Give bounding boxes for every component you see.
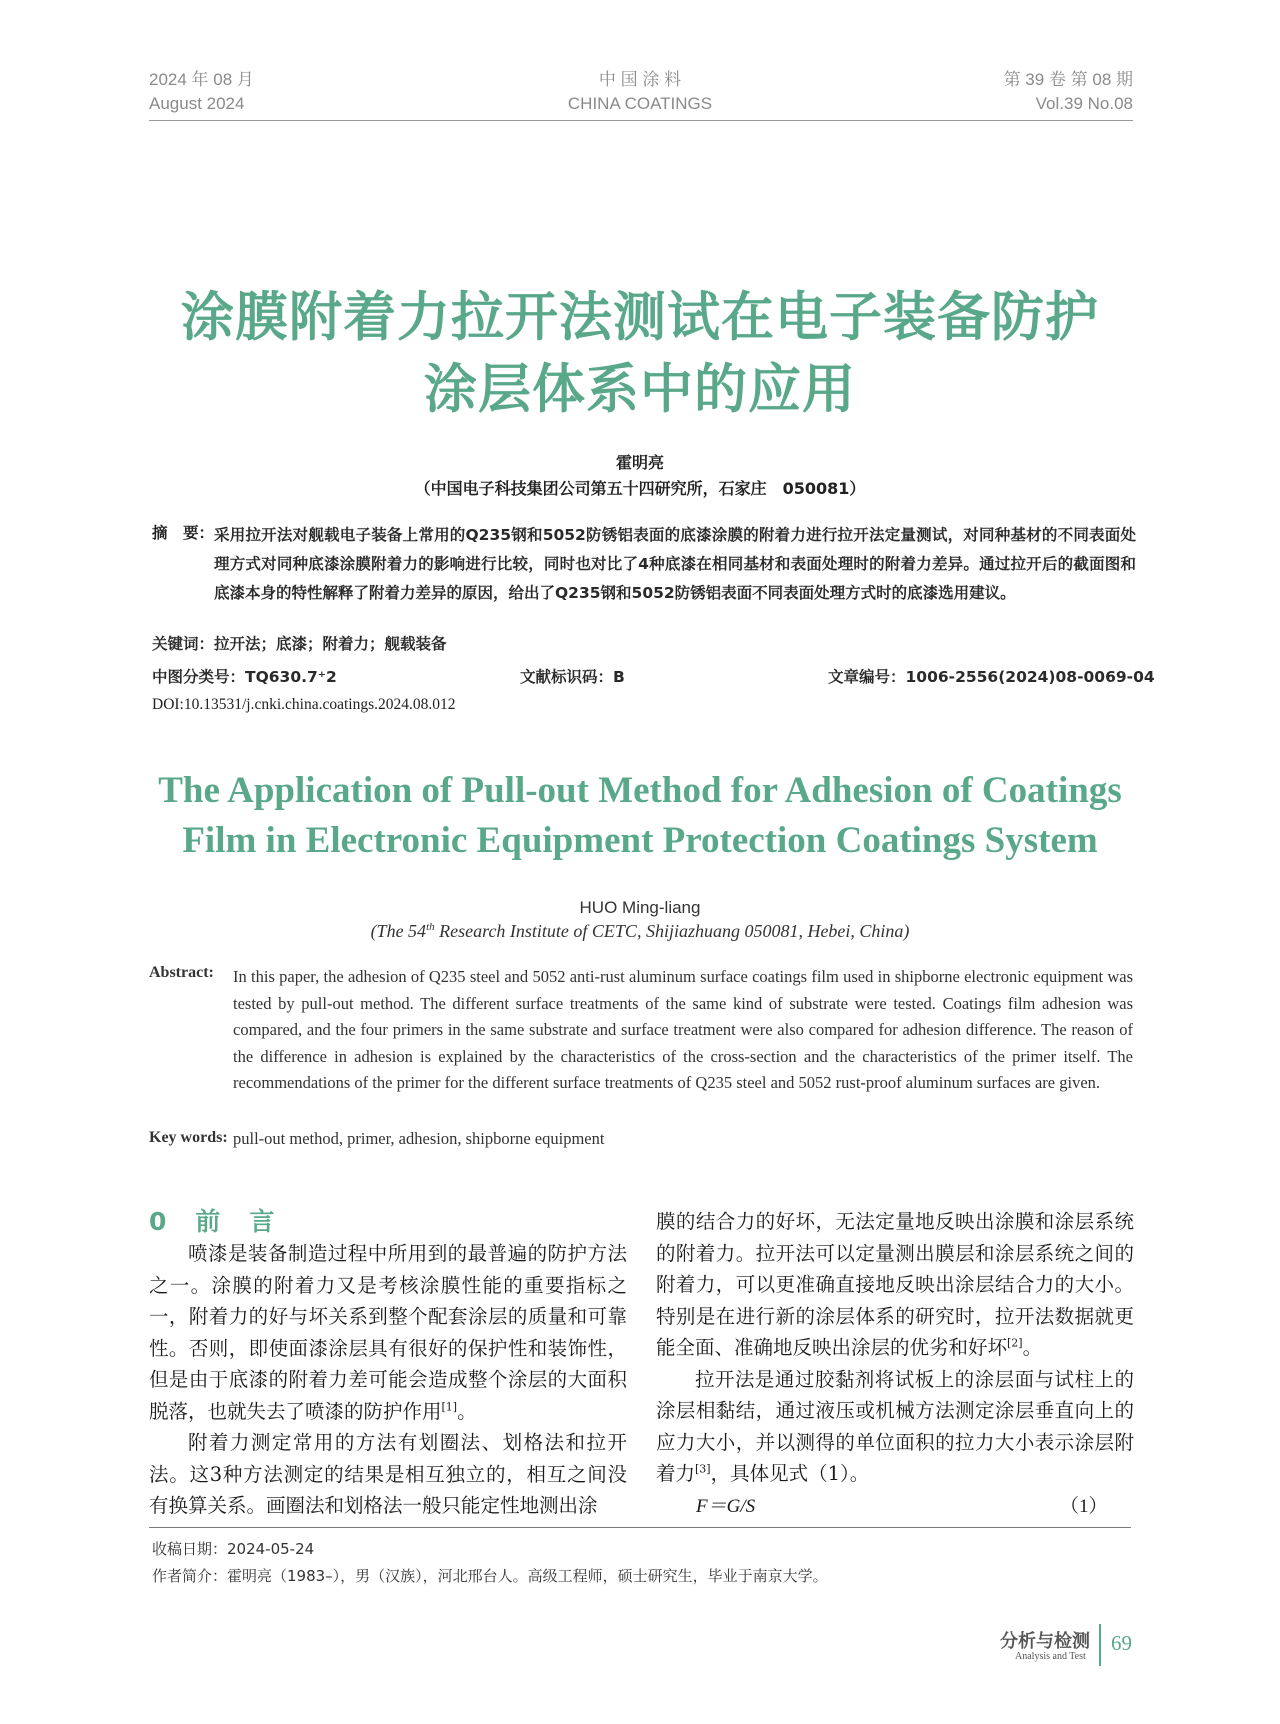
title-en-line1: The Application of Pull-out Method for Adhesion of Coatings bbox=[158, 770, 1122, 811]
paragraph-end: 。 bbox=[457, 1399, 477, 1423]
header-volume-en: Vol.39 No.08 bbox=[1035, 94, 1133, 113]
abstract-cn-label: 摘 要： bbox=[152, 524, 215, 542]
keywords-en-text: pull-out method, primer, adhesion, shipborne equipment bbox=[233, 1129, 605, 1148]
paragraph-text: 拉开法是通过胶黏剂将试板上的涂层面与试柱上的涂层相黏结，通过液压或机械方法测定涂层垂直向上的应力大小，并以测得的单位面积的拉力大小表示涂层附着力 bbox=[656, 1367, 1134, 1485]
formula-number: （1） bbox=[1060, 1496, 1108, 1517]
citation-link[interactable]: [2] bbox=[1007, 1336, 1023, 1350]
title-en bbox=[100, 766, 1180, 866]
author-bio: 作者简介：霍明亮（1983–），男（汉族），河北邢台人。高级工程师，硕士研究生，毕业于南京大学。 bbox=[152, 1567, 828, 1585]
article-number: 文章编号：1006-2556(2024)08-0069-04 bbox=[828, 668, 1155, 686]
paragraph-text: 附着力测定常用的方法有划圈法、划格法和拉开法。这3种方法测定的结果是相互独立的，相互之间没有换算关系。画圈法和划格法一般只能定性地测出涂 bbox=[149, 1431, 627, 1517]
section-label-en: Analysis and Test bbox=[1015, 1651, 1086, 1662]
paragraph bbox=[149, 1427, 627, 1522]
abstract-cn-text: 采用拉开法对舰载电子装备上常用的Q235钢和5052防锈铝表面的底漆涂膜的附着力进行拉开法定量测试，对同种基材的不同表面处理方式对同种底漆涂膜附着力的影响进行比较，同时也对比了4种底漆在相同基材和表面处理时的附着力差异。通过拉开后的截面图和底漆本身的特性解释了附着力差异的原因，给出了Q235钢和5052防锈铝表面不同表面处理方式时的底漆选用建议。 bbox=[214, 526, 1136, 602]
abstract-en-text: In this paper, the adhesion of Q235 steel and 5052 anti-rust aluminum surface coatings film used in shipborne electronic equipment was tested by pull-out method. The different surface treatments of the same kind of substrate were tested. Coatings film adhesion was compared, and the four primers in the same substrate and surface treatment were also compared for adhesion difference. The reason of the difference in adhesion is explained by the characteristics of the cross-section and the characteristics of the primer itself. The recommendations of the primer for the different surface treatments of Q235 steel and 5052 rust-proof aluminum surfaces are given. bbox=[233, 967, 1133, 1093]
affiliation-en-sup: th bbox=[426, 921, 435, 933]
classification-number: 中图分类号：TQ630.7⁺2 bbox=[152, 668, 337, 686]
paragraph bbox=[149, 1238, 627, 1427]
citation-link[interactable]: [1] bbox=[441, 1400, 458, 1413]
section-label-cn: 分析与检测 bbox=[1000, 1631, 1090, 1652]
paragraph bbox=[656, 1206, 1134, 1364]
author-en: HUO Ming-liang bbox=[579, 898, 701, 917]
footnote-divider bbox=[149, 1527, 1131, 1528]
affiliation-en-part2: Research Institute of CETC, Shijiazhuang 050081, Hebei, China) bbox=[434, 921, 910, 941]
header-volume-cn: 第 39 卷 第 08 期 bbox=[1003, 70, 1133, 89]
title-cn-line1: 涂膜附着力拉开法测试在电子装备防护 bbox=[181, 287, 1099, 348]
affiliation-cn: （中国电子科技集团公司第五十四研究所，石家庄 050081） bbox=[414, 479, 866, 498]
header-date-en: August 2024 bbox=[149, 94, 245, 113]
paragraph-text: 喷漆是装备制造过程中所用到的最普遍的防护方法之一。涂膜的附着力又是考核涂膜性能的重要指标之一，附着力的好与坏关系到整个配套涂层的质量和可靠性。否则，即使面漆涂层具有很好的保护性和装饰性，但是由于底漆的附着力差可能会造成整个涂层的大面积脱落，也就失去了喷漆的防护作用 bbox=[149, 1242, 627, 1423]
keywords-en-label: Key words: bbox=[149, 1129, 228, 1146]
affiliation-en bbox=[0, 921, 1280, 942]
header-date-cn: 2024 年 08 月 bbox=[149, 70, 254, 89]
keywords-cn: 关键词：拉开法；底漆；附着力；舰载装备 bbox=[152, 635, 447, 653]
formula: F＝G/S bbox=[696, 1496, 756, 1517]
page-number: 69 bbox=[1111, 1631, 1132, 1655]
paragraph bbox=[656, 1364, 1134, 1490]
body-column-right bbox=[656, 1206, 1134, 1490]
paragraph-end: ，具体见式（1）。 bbox=[710, 1462, 870, 1485]
header-divider bbox=[149, 120, 1133, 121]
title-en-line2: Film in Electronic Equipment Protection Coatings System bbox=[182, 820, 1098, 861]
header-journal-cn: 中 国 涂 料 bbox=[598, 70, 682, 89]
title-cn bbox=[100, 282, 1180, 426]
page-number-divider bbox=[1099, 1624, 1101, 1666]
title-cn-line2: 涂层体系中的应用 bbox=[424, 359, 856, 420]
citation-link[interactable]: [3] bbox=[695, 1462, 711, 1476]
received-date: 收稿日期：2024-05-24 bbox=[152, 1540, 315, 1558]
header-volume bbox=[1004, 68, 1133, 116]
paragraph-end: 。 bbox=[1022, 1336, 1043, 1359]
paragraph-text: 膜的结合力的好坏，无法定量地反映出涂膜和涂层系统的附着力。拉开法可以定量测出膜层和涂层系统之间的附着力，可以更准确直接地反映出涂层结合力的大小。特别是在进行新的涂层体系的研究时，拉开法数据就更能全面、准确地反映出涂层的优劣和好坏 bbox=[656, 1210, 1134, 1359]
affiliation-en-part1: (The 54 bbox=[370, 921, 427, 941]
abstract-en-label: Abstract: bbox=[149, 964, 214, 981]
body-column-left bbox=[149, 1238, 627, 1522]
document-code: 文献标识码：B bbox=[520, 668, 625, 686]
header-journal-en: CHINA COATINGS bbox=[567, 94, 713, 113]
doi: DOI:10.13531/j.cnki.china.coatings.2024.08.012 bbox=[152, 696, 456, 713]
section-heading: 0 前 言 bbox=[149, 1207, 277, 1236]
author-cn: 霍明亮 bbox=[615, 453, 664, 472]
